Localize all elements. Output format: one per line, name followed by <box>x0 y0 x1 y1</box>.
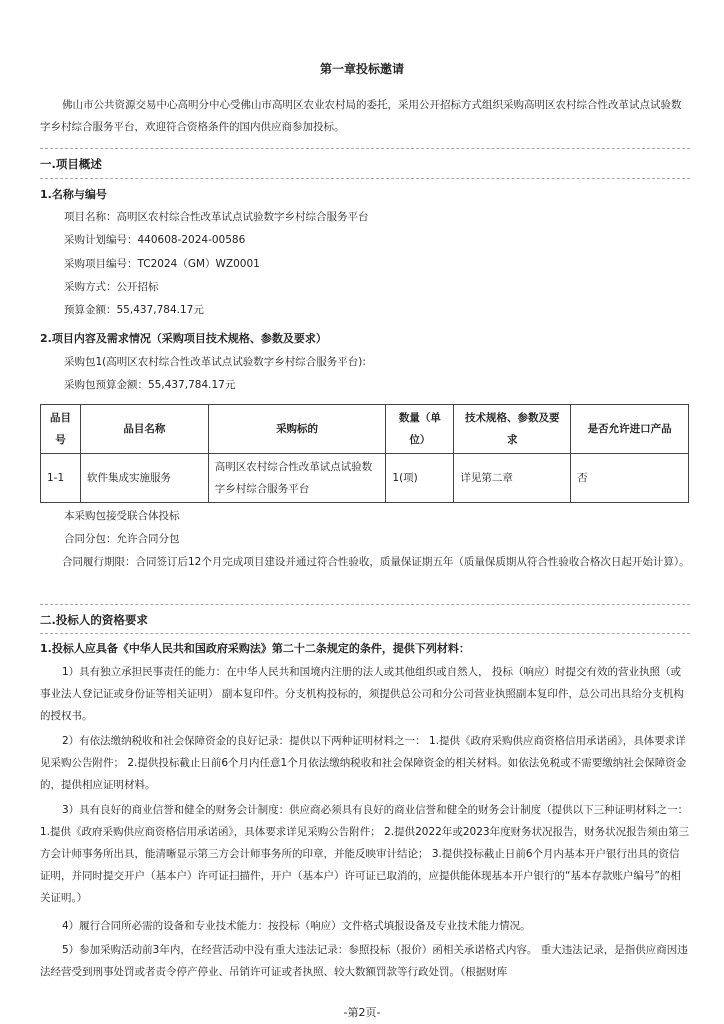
contract-period: 合同履行期限：合同签订后12个月完成项目建设并通过符合性验收，质量保证期五年（质量保质期从符合性验收合格次日起开始计算）。 <box>62 556 690 568</box>
subsection-content-requirements: 2.项目内容及需求情况（采购项目技术规格、参数及要求） <box>40 332 327 345</box>
qualification-requirement: 1.投标人应具备《中华人民共和国政府采购法》第二十二条规定的条件，提供下列材料： <box>40 642 470 655</box>
project-number: 采购项目编号：TC2024（GM）WZ0001 <box>64 258 260 270</box>
table-header-row <box>41 405 689 454</box>
package-description: 采购包1(高明区农村综合性改革试点试验数字乡村综合服务平台): <box>64 356 366 368</box>
cell-spec: 详见第二章 <box>454 454 571 503</box>
consortium-note: 本采购包接受联合体投标 <box>64 510 180 522</box>
subsection-name-number: 1.名称与编号 <box>40 188 107 201</box>
requirement-item-4: 4）履行合同所必需的设备和专业技术能力：按投标（响应）文件格式填报设备及专业技术能力情况。 <box>62 920 531 932</box>
requirement-item-1: 1）具有独立承担民事责任的能力：在中华人民共和国境内注册的法人或其他组织或自然人， 投标（响应）时提交有效的营业执照（或事业法人登记证或身份证等相关证明） 副本复印件。分支机构投标的，须提供总公司和分公司营业执照副本复印件，总公司出具给分支机构的授权书。 <box>40 666 684 722</box>
header-quantity: 数量（单位） <box>386 405 454 454</box>
divider <box>40 148 690 149</box>
header-spec: 技术规格、参数及要求 <box>454 405 571 454</box>
header-subject: 采购标的 <box>208 405 386 454</box>
intro-paragraph: 佛山市公共资源交易中心高明分中心受佛山市高明区农业农村局的委托，采用公开招标方式组织采购高明区农村综合性改革试点试验数字乡村综合服务平台，欢迎符合资格条件的国内供应商参加投标。 <box>40 99 682 133</box>
procurement-method: 采购方式：公开招标 <box>64 281 159 293</box>
budget-amount: 预算金额：55,437,784.17元 <box>64 304 204 316</box>
package-budget: 采购包预算金额：55,437,784.17元 <box>64 379 236 391</box>
header-import: 是否允许进口产品 <box>571 405 689 454</box>
requirement-item-2: 2）有依法缴纳税收和社会保障资金的良好记录：提供以下两种证明材料之一： 1.提供《政府采购供应商资格信用承诺函》，具体要求详见采购公告附件； 2.提供投标截止日前6个月内任意1个月依法缴纳税收和社会保障资金的相关材料。如依法免税或不需要缴纳社会保障资金的，提供相应证明材料。 <box>40 735 687 791</box>
section-1-heading: 一.项目概述 <box>40 157 102 171</box>
divider <box>40 604 690 605</box>
section-2-heading: 二.投标人的资格要求 <box>40 613 148 627</box>
requirement-item-3: 3）具有良好的商业信誉和健全的财务会计制度：供应商必须具有良好的商业信誉和健全的财务会计制度（提供以下三种证明材料之一： 1.提供《政府采购供应商资格信用承诺函》，具体要求详见采购公告附件； 2.提供2022年或2023年度财务状况报告，财务状况报告须由第三方会计师事务所出具，能清晰显示第三方会计师事务所的印章，并能反映审计结论； 3.提供投标截止日前6个月内基本开户银行出具的资信证明，并同时提交开户（基本户）许可证扫描件，开户（基本户）许可证已取消的，应提供能体现基本开户银行的“基本存款账户编号”的相关证明。） <box>40 804 690 904</box>
cell-subject: 高明区农村综合性改革试点试验数字乡村综合服务平台 <box>208 454 386 503</box>
page-number: -第2页- <box>343 1006 381 1019</box>
cell-item-no: 1-1 <box>41 454 81 503</box>
page-title: 第一章投标邀请 <box>319 62 404 76</box>
requirement-item-5: 5）参加采购活动前3年内，在经营活动中没有重大违法记录：参照投标（报价）函相关承诺格式内容。 重大违法记录，是指供应商因违法经营受到刑事处罚或者责令停产停业、吊销许可证或者执照、较大数额罚款等行政处罚。（根据财库 <box>40 944 688 978</box>
procurement-table <box>40 404 689 503</box>
header-item-name: 品目名称 <box>80 405 208 454</box>
divider <box>40 633 690 634</box>
cell-quantity: 1(项) <box>386 454 454 503</box>
cell-import: 否 <box>571 454 689 503</box>
cell-item-name: 软件集成实施服务 <box>80 454 208 503</box>
plan-number: 采购计划编号：440608-2024-00586 <box>64 234 246 246</box>
divider <box>40 178 690 179</box>
project-name: 项目名称：高明区农村综合性改革试点试验数字乡村综合服务平台 <box>64 211 369 223</box>
table-row <box>41 454 689 503</box>
header-item-no: 品目号 <box>41 405 81 454</box>
subcontract-note: 合同分包：允许合同分包 <box>64 533 180 545</box>
